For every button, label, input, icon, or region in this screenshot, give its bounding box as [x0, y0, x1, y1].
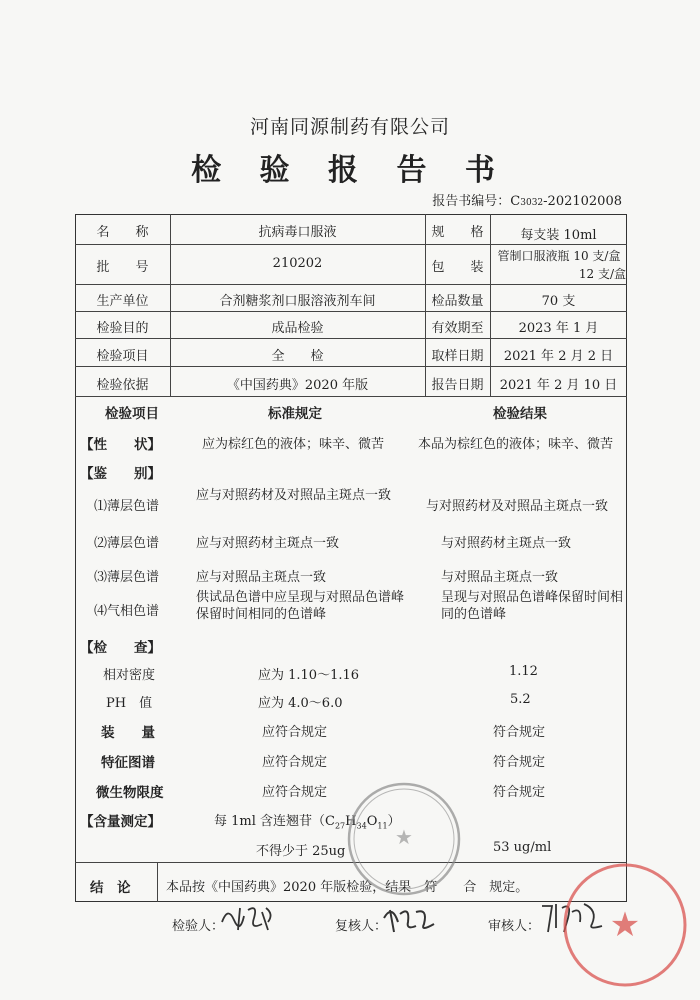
gc-result: 呈现与对照品色谱峰保留时间相同的色谱峰: [441, 590, 624, 622]
basis-label: 检验依据: [96, 378, 149, 393]
report-date-label: 报告日期: [431, 378, 484, 393]
assay-standard-prefix: 每 1ml 含连翘苷（C: [214, 814, 335, 829]
results-header-result: 检验结果: [493, 406, 547, 422]
svg-text:★: ★: [609, 905, 641, 945]
pack-label: 包 装: [431, 260, 484, 275]
conclusion-text: 本品按《中国药典》2020 年版检验，结果 符 合 规定。: [166, 880, 529, 895]
reviewer-signature: [380, 900, 438, 936]
tlc2-result: 与对照药材主斑点一致: [441, 536, 572, 551]
expiry-label: 有效期至: [431, 321, 484, 336]
pack-value-line2: 12 支/盒: [578, 267, 626, 281]
batch-label: 批 号: [96, 260, 149, 275]
basis-value: 《中国药典》2020 年版: [226, 378, 369, 393]
report-date-value: 2021 年 2 月 10 日: [499, 378, 618, 393]
fingerprint-label: 特征图谱: [101, 755, 155, 771]
assay-result: 53 ug/ml: [493, 840, 552, 855]
expiry-value: 2023 年 1 月: [518, 321, 599, 336]
fill-label: 装 量: [101, 725, 155, 741]
assay-formula-part: O: [366, 814, 378, 829]
appearance-result: 本品为棕红色的液体；味辛、微苦: [418, 437, 614, 452]
inspection-stamp: [345, 780, 463, 898]
tlc3-result: 与对照品主斑点一致: [441, 570, 559, 585]
gc-label: ⑷气相色谱: [94, 604, 160, 619]
auditor-label: 审核人：: [488, 919, 541, 934]
tlc1-result: 与对照药材及对照品主斑点一致: [426, 499, 609, 514]
report-number-prefix: C: [510, 194, 521, 209]
svg-text:★: ★: [395, 825, 413, 849]
fill-result: 符合规定: [493, 725, 546, 740]
spec-label: 规 格: [431, 225, 484, 240]
tlc1-standard: 应与对照药材及对照品主斑点一致: [196, 488, 392, 503]
document-title: 检 验 报 告 书: [191, 153, 509, 188]
fill-standard: 应符合规定: [262, 725, 328, 740]
check-heading: 【检 查】: [80, 640, 161, 656]
assay-formula-part: H: [345, 814, 357, 829]
table-divider: [75, 244, 627, 245]
microbial-standard: 应符合规定: [262, 785, 328, 800]
tlc3-standard: 应与对照品主斑点一致: [196, 570, 327, 585]
purpose-label: 检验目的: [96, 321, 149, 336]
microbial-label: 微生物限度: [96, 785, 164, 801]
appearance-standard: 应为棕红色的液体；味辛、微苦: [202, 437, 385, 452]
test-item-value: 全 检: [271, 349, 324, 364]
table-divider: [157, 862, 158, 902]
table-divider: [75, 311, 627, 312]
conclusion-label: 结 论: [90, 880, 131, 896]
maker-label: 生产单位: [96, 294, 149, 309]
results-header-item: 检验项目: [105, 406, 159, 422]
inspector-label: 检验人：: [172, 919, 225, 934]
sample-date-label: 取样日期: [431, 349, 484, 364]
spec-value: 每支装 10ml: [520, 228, 597, 243]
assay-standard-limit: 不得少于 25ug: [256, 844, 346, 859]
report-number: [432, 190, 622, 209]
inspector-signature: [218, 900, 276, 936]
report-number-subscript: 3032: [520, 198, 544, 208]
report-number-label: 报告书编号：: [432, 194, 511, 209]
company-name: 河南同源制药有限公司: [249, 116, 450, 138]
fingerprint-standard: 应符合规定: [262, 755, 328, 770]
test-item-label: 检验项目: [96, 349, 149, 364]
density-result: 1.12: [509, 664, 538, 679]
table-divider: [75, 396, 627, 397]
pack-value-line1: 管制口服液瓶 10 支/盒: [497, 249, 621, 263]
name-label: 名 称: [96, 225, 149, 240]
maker-value: 合剂糖浆剂口服溶液剂车间: [219, 294, 376, 309]
quantity-label: 检品数量: [431, 294, 484, 309]
quality-stamp: [560, 860, 690, 990]
density-standard: 应为 1.10～1.16: [258, 668, 360, 683]
assay-subscript: 34: [356, 821, 367, 831]
appearance-heading: 【性 状】: [80, 437, 161, 453]
ph-label: PH 值: [106, 696, 153, 711]
ph-result: 5.2: [510, 692, 531, 707]
table-divider: [75, 366, 627, 367]
tlc3-label: ⑶薄层色谱: [94, 570, 160, 585]
assay-heading: 【含量测定】: [80, 814, 161, 830]
sample-date-value: 2021 年 2 月 2 日: [503, 349, 614, 364]
batch-value: 210202: [272, 256, 323, 271]
microbial-result: 符合规定: [493, 785, 546, 800]
assay-subscript: 27: [334, 821, 346, 831]
tlc2-label: ⑵薄层色谱: [94, 536, 160, 551]
tlc1-label: ⑴薄层色谱: [94, 499, 160, 514]
assay-subscript: 11: [377, 821, 388, 831]
density-label: 相对密度: [103, 668, 156, 683]
identification-heading: 【鉴 别】: [80, 466, 161, 482]
results-header-standard: 标准规定: [268, 406, 322, 422]
fingerprint-result: 符合规定: [493, 755, 546, 770]
purpose-value: 成品检验: [271, 321, 324, 336]
tlc2-standard: 应与对照药材主斑点一致: [196, 536, 340, 551]
table-divider: [75, 284, 627, 285]
assay-standard-suffix: ）: [387, 814, 401, 829]
ph-standard: 应为 4.0～6.0: [258, 696, 343, 711]
quantity-value: 70 支: [541, 294, 576, 309]
table-divider: [75, 338, 627, 339]
reviewer-label: 复核人：: [335, 919, 388, 934]
report-number-value: -202102008: [543, 194, 622, 209]
gc-standard: 供试品色谱中应呈现与对照品色谱峰保留时间相同的色谱峰: [196, 590, 405, 622]
name-value: 抗病毒口服液: [258, 225, 337, 240]
